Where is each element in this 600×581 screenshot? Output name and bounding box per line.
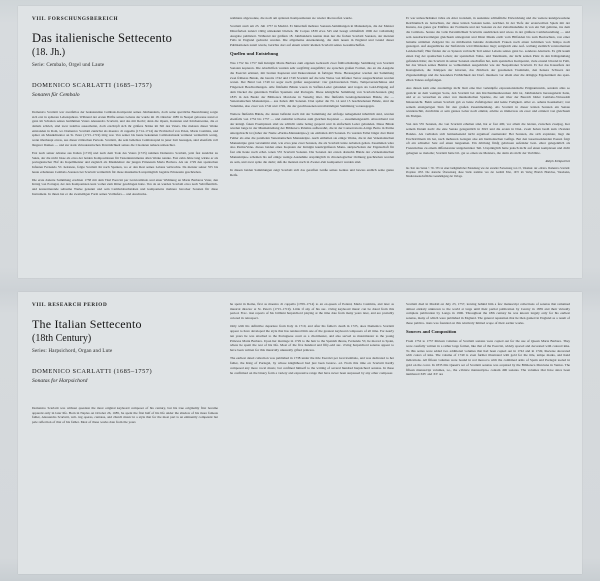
german-paragraph: Erst nach seiner Abreise aus Italien (1719) und nach dem Tode des Vaters (1725) nahmen Domenico Scarlatti, jetzt fast zunächst zu Sakts, der die nicht bisse als etwa der beiden Kompositionen für Tasteninstrumente allen Werke nannte. Fast zehn Jahre lang wirkte er als portugiesischer Hof als Kapellmeister und zugleich als Musiklehrer der jungen Prinzessin Maria Barbara. Als sie 1729 den spanischen Infanten Fernando VI. heiratete, folgte Scarlatti ihr nach Spanien, wo er den Rest seines Lebens verbrachte. Da meister seiner 555 bis heute erhaltenen Cembalo-Sonaten bei Scarlatti vermutlich für diese musikalisch ursprünglich begabte Prinzessin geschrieben. <box>32 150 218 174</box>
german-paragraph: Scarlatti starb am 23. Juli 1757 in Madrid. Er hinterließ mehrere Sonaten-Sammlungen in Manuskripte, die der Meister Dürerfarben zuletzt völlig unbekannt blieben. Ihr Corpus 1839 etwa 545 und besagt schließlich 1906 der vollständig Ausgabe publiziert. Während der größten 18. Jahrhunderts kannte man nur die frohen Scarlatti Sonaten, der meisten Falls in England gedruckt wurden. Die allgemeine Anerkennung, die dem neuen in England und Grund dieser Publikationen zuteil wurde, berichte dort auf einem relativ kleinen Scarlatti seines Gesamtschaffen. <box>230 24 394 48</box>
german-paragraph: Was 1752 bis 1757 ließ Königin Maria Barbara zum eigenen Gebrauch zwei frühvollständige Sammlung von Scarlatti Sonaten kopieren. Die Abschriften wurden sehr sorgfältig ausgeführt; sie sprachen großen Format, das an die Ausgabe die Esercizi erinnert, mit breiten Kopieren und Dekorationen in farbigen Tinte. Herausgeber wurden der Sammlung zwei früheres Bande, die bereits 1742 und 1749 Scarlatti auf die lebe Weise von Infanter Terror ausgeschrieben worden waren. Der Band von 1749 ist sogar noch größer ausgestattet: vier goldverzierten Titels, Tempoverzeichnisse und Fingerzeit Beschreibungen. Alle fünfzehn Bände waren in Saffian-Leder gebunden und tragen als Gold-Prägung auf dem Deckel die gekrönten Waffen Spaniens und Portugals. Diese königliche Sammlung von Scarlatti-Sonaten ging 1835 in den Besitz der Biblioteca Marciana in Venedig über. Die fünfzehn bereitsgebundenen Bände, die — Venezianischen Manuskripte— aus haben 496 Sonaten. Drei später die Nr. 14 und 15 beschriebenen Bände, sind die Volumina, also zwei von 1742 und 1749, die der geschlossenen unvollständigen Sammlung voraussgegen. <box>230 61 394 109</box>
english-works: Sonatas for Harpsichord <box>32 378 88 384</box>
german-paragraph: Die erste datierte Sammlung erschien 1738 mit dem Titel Esercizi per Gravicembalo und einer Widmung an Maria Barbaras Vater, den König von Portugal, der den Komponisten kurz vorher zum Ritter geschlagen hatte. Von da an wurden Scarlatti etwa nach Veböffentlich- und konzertierende seltsame Werke genannt und sein Cembalobuchstaben und komponierte mehrere barocker Sonaten für diese Instrument. In ihnen hat er die zweiteiligen Form seines Vorläufers— und Ausdrucks- <box>32 177 218 196</box>
german-left-column <box>32 16 218 270</box>
english-middle-column <box>230 302 394 566</box>
german-body-column-3 <box>406 16 570 179</box>
german-composer: DOMENICO SCARLATTI (1685–1757) <box>32 82 153 89</box>
english-paragraph: Only with his definitive departure from Italy in 1719, and after his father's death in 1725, does Domenico Scarlatti appear to have developed the style that has rendered him one of the greatest keyboard composers of all time. For nearly ten years he was attached to the Portuguese court as a choirmaster, and also served as musicmaster to the young Princess Maria Barbara. Upon her marriage in 1729 to the heir to the Spanish throne, Fernando VI, he moved to Spain, where he spent the rest of his life. Most of the five hundred and fifty-odd sur- viving harpsichord sonatas appear to have been written for this musically unusually gifted princess. <box>230 324 394 353</box>
german-middle-column <box>230 16 394 270</box>
german-subtitle: (18. Jh.) <box>32 47 66 58</box>
english-right-column <box>406 302 570 566</box>
german-notes-panel <box>18 6 582 278</box>
english-series-header: VIII. RESEARCH PERIOD <box>32 302 108 308</box>
german-section-label-sources: Quellen und Entstehung <box>230 51 279 57</box>
german-paragraph: In diesen beiden Sammlungen zeigt Scarlatti sich das gereiften Größe seines Genius und bewies endlich seine ganze Reife. <box>230 167 394 177</box>
german-signature: Ralph Kirkpatrick <box>545 159 570 164</box>
english-body-column-2 <box>230 302 394 375</box>
english-series-line: Series: Harpsichord, Organ and Lute <box>32 349 113 354</box>
english-left-column <box>32 302 218 566</box>
german-series-header: VIII. FORSCHUNGSBEREICH <box>32 16 119 22</box>
english-subtitle: (18th Century) <box>32 333 92 344</box>
english-paragraph: Domenico Scarlatti was without question the most original keyboard composer of his century, but his true originality first became apparent only in later life. Born in Naples on October 26, 1685, he spent the first half of his life under the shadow of his more famous father, Alessandro Scarlatti, writ- ing operas, cantatas, and church music in a style that for the most part is an eminently competent but pale reflection of that of his father. Most of these works date from the years <box>32 406 218 425</box>
english-body-column-1 <box>32 406 218 425</box>
english-body-column-3 <box>406 302 570 377</box>
german-paragraph: Aus diesen kam eine zweiteilige nicht bleit eine hier verknüpfte expressionistische Prägnantuwirk, sondern alles so gestickt an dem wenigen Sorte, den Scarlatti bei den Kirchenmusikwerken Jahr ist, Jahrhunderts herausgelernt hatte, und er es versuchen zu einer von musikalischen Spielste, die seit über der Bereich bilder Cembalo-Virtuosität hinausreicht. Beim seinen Scarlatti gab es beine Zufallsgelust und keine Fadigkeit. Aller er- sehens hoenkeltert; von seinem einzigartigen Sinn für den großen Zusammenhang. Als Scarlatti in dieser letzten Sonaten ein Senate wunderschitt, durchdrite er sein ganzes Leber noch einmal, erlebte es immerwas als ewer und erinnert von gleichsam im Fruhjen. <box>406 85 570 119</box>
english-paragraph: From 1752 to 1757 thirteen volumes of Scarlatti sonatas were copied out for the use of Queen Maria Barbara. They were carefully written in a rather large format, like that of the Esercizi, widely spaced and decorated with colored inks. To this series were added two additional volumes that had been copied out in 1742 and in 1749, likewise decorated with colors of inks. The volume of 1749 is even further illustrated with gold for the title, tempo marks, and hand indications. All fifteen volumes were bound in red morocco with the combined arms of Spain and Portugal tooled in gold on the cover. In 1835 this Queen's set of Scarlatti sonatas was acquired by the Biblioteca Marciana in Venice. The fifteen manuscript volumes, i.e., the »Venice manuscripts« contain 496 sonatas. The volumes that have since been numbered XIV and XV are <box>406 339 570 377</box>
german-body-column-2 <box>230 16 394 177</box>
english-notes-panel <box>18 292 582 574</box>
german-title: Das italienische Settecento <box>32 31 173 45</box>
german-works: Sonaten für Cembalo <box>32 92 80 98</box>
english-paragraph: Scarlatti died in Madrid on July 23, 1757, leaving behind him a few manuscript collections of sonatas that remained almost entirely unknown to the world at large until their partial publication by Czerny in 1839 and their virtually complete publication by Longo in 1906. Throughout the 18th century he was known largely only for his earliest sonatas, many of which were published in England. The general reputation that he then gained in England as a result of these publica- tions was founded on this relatively limited scope of their earlier works. <box>406 302 570 325</box>
german-footnote: Ins Text des Seiten © Nr. 555 ist einer heiligünzlicher Entstehung wie der ersteller Fortsetzung von 15, Volumen: der »Orstra. Domenico Scarlatti: Propinan 1953. Die deutsche Übersetzung diese Stelle stammte von der Gerhild Eder, 1972 im Verlag Hinrich Hinrichse, Wiesbaden, Musikwissenschaftlichte Genehmigung der Verlage. <box>406 167 570 178</box>
german-body-column-1 <box>32 110 218 196</box>
english-composer: DOMENICO SCARLATTI (1685–1757) <box>32 368 153 375</box>
english-title: The Italian Settecento <box>32 317 142 331</box>
german-right-column <box>406 16 570 270</box>
english-paragraph: he spent in Rome, first as maestro di cappella (1709–1714) to an ex-queen of Poland, Maria Casimira, and later as musical director at St. Peter's (1715–1719). Little if any of his sur- viving keyboard music can be dated from this period. Frac- tion reports of his brilliant harpsichord playing at the time date from many years later, and are probably colored in retrospect. <box>230 302 394 321</box>
english-section-label-sources: Sources and Composition <box>406 329 457 335</box>
german-paragraph: Er war unbeschränkter Jahre als Alter trotzdem, in auskönne schließliche Entwicklung und die weitere kundgewordene Reichtumsch zu betrachten, der diese letzten Sonaten kenn- zeichnet. In der Tiefe der ersterwollten Spiels mit der Kunstu, das ganze gar Einflüss der Formteile und der Sonaten zu der Zeitallzunahme in von ein Teil gehörne, ins dem die Cembalo- Sonate die volle Persönlichkeit Scarlattis ausdrücken und wieso in der größtere Cembalostellung — und sein Ausdruckvermögen gleichsam unbegrenzt und Dinst Musik erzilt vom Hilfsnden bis zum Beobachten, von einer beinahe uitilalien Zeitgeist bis zu mildbesinn beinahe dramatisch Frauen noch einen Grimmen von Tempo noch gesteigert. Auf Augenblicke der Sinfalt/eits wird Mindeslure liegt; zeitgleich eine Auf- wallung ziemlich verstromernen Leidenschaft; Hier finden der es Spieren verbracht Teil seiner Lebens seines ganz be- sonderes Anstruck. Es gibt kaum einen Zug der spanischen Leben; der spanischen Volks- und Tanzmusik, der nicht seinen Platz in den Klängenklang gefunden hätte; das Scarlatti in seiner Sonaten anschaffen hat, kam spanisches Komponist, viele erustel blicend in Fallt, hat das Wesen seines Heimat so vollkommen ausgedrückt wie der Neapolitaner Scarlatti. Er hat das Kreuzfiets der Kastagnetten, die Knäppen der Gitarren, das Zitirhorn der gesalzenen Trommeln, den heisere Schwerz der Zigeunerklänge und die besonders Fröhlichkeit der Dorf- musikers vor allem aber die drängige Eigenartikeit des span- ellten Tanzes aufgefangen. <box>406 16 570 82</box>
german-series-line: Serie: Cembalo, Orgel und Laute <box>32 63 105 68</box>
english-paragraph: The earliest dated collection was published in 1738 under the title Esercizi per Gravicembalo, and was dedicated to her father, the King of Portugal, by whose knighthood had just been bestow- ed. From this time on Scarlatti hardly composed any more vocal music, but confined himself to the writing of several hundred harpsichord sonatas. In these he confirmed on the binary form a variety and expressive range that have never been surpassed by any other composer. <box>230 356 394 375</box>
german-paragraph: Domenico Scarlatti war zweifellos der bedeutendste Cembalo-Komponist seines Jahrhunderts, doch seine sperrliche Bezeichnung sorgte sich erst in späteren Lebensjahren. Während der ersten Hälfte seines Lebens der wurde im 18. Oktober 1685 in Neapel geborene stand er ganz im Schatten seines berühmten Vaters Alessandro Scarlatti, und das mit Recht; denn die Opern, Kantaten und Kirchenwerke, die er damals schrieb, sind zwar tadellos ausearbeitet, doch erschöpft sich ihr größere Stärke im Stil des Vaters. Die meisten dieser Werke entstanden in Rom, wo Domenico Scarlatti zunächst als maestro di cappella (1714–1714) der Erzbischof von Polen, Maria Casimira, und später als Musikdirektor an St. Peter (1715–1719) tätig war. Von seiner bis heute bekannten Cembalomusik vermutet vermutlich wenig, wenn überhaupt etwas, aus dieser römischen Periode. Scarlatti, die sein beliebtes Cembalospiel in jener Zeit bezeugen, sind ebenfalls voll längerer Dankes — und zur stark virtuokatarischen Persönlichkeit seines die Cleonizen nahezu unbeachtet. <box>32 110 218 147</box>
german-paragraph: Von den 555 Sonaten, die von Scarlatti erhalten sind, hat er fast 400, vor allem die letzten, zwischen zweijug, Ker seinem Datum nach: die eine Senate gelegentlich in 30x5 und die ersten in Drei- zweit haben besth zum 15rander Bandes. Als verhalten sich beimerkenend nicht argumoef zueinander: Bei Sonaten, die sich explanier, liegt die Erschrictlinem im bei, nach mehreren Gelegen alse am harmonischen Gefüge. Bei den lassenwendenden Paaren folgt oft ein schneller Satz auf einen langsamen. Ein drittlung fünfg gebrissen aufeinder bezi- ehrer gelegentlich als Freundschau zu einem differierenter unigebernnter Teil. Ursprünglich hatte jedoch nicht auf einen komplexen und dicht gehegten so melodie; Scarlatti hatte bil- gat so einen sie Meisters, die darin als nicht der Vorblätte. <box>406 122 570 155</box>
german-paragraph: reidmans abgewonne, die noch am späteren Kompositionen sie wieder überworfen wurde. <box>230 16 353 20</box>
german-paragraph: Weitere fünfzehn Bände, die denen befindet nach mit der Sammlung der Abfolge nahegehend inhaltlich sind, wurden ebenfalls von 1752 bis 1757 — und zunächst teilweise zum gleichen Kopisten — zusammengestellt. Abweichend von der königl. faken Exemplaren sind sie schlicht stehe belieg gesperrt und in einfachem Leder gebunden. Diese Bände wurden lange in der Musikabteilung der Biblioteca Palatina aufbewahrt, die in der Conservatorio Arrigo Boito in Parma untergebracht ist (daher der Name »Parma-Manuskripte«); sie enthalten 463 Sonaten. Es wurden Fallet längst drei Dutzt Fehler als eine die parallelen Venezianischen Manuskripte. Auch enthalten sie einige Werke, die in den Venezianischen Manuskripte ganz verstummt sind, wie etwa jene zwei Sonaten, die als Scarlatti letzte Arbeiten gelten. Zusammen wäre also Parma/Vene- dieses beiden eines Kopisten der Königin kaum/größeren Manu- skripte/Seiten der Eigenschaft für fast alle heute noch erhal- tenen 555 Scarlatti Sonaten. Die Sonaten der ersten dreizehn Bände der »Venezianischen Manuskripte« scheinen bis auf einige wenige Ausnahme ursprünglich in chronologischer Ordnung geschrieben worden zu sein, und zwar späte die darin; daß die meisten nach in Zweier-Zeit komponiert wurden sind. <box>230 112 394 164</box>
